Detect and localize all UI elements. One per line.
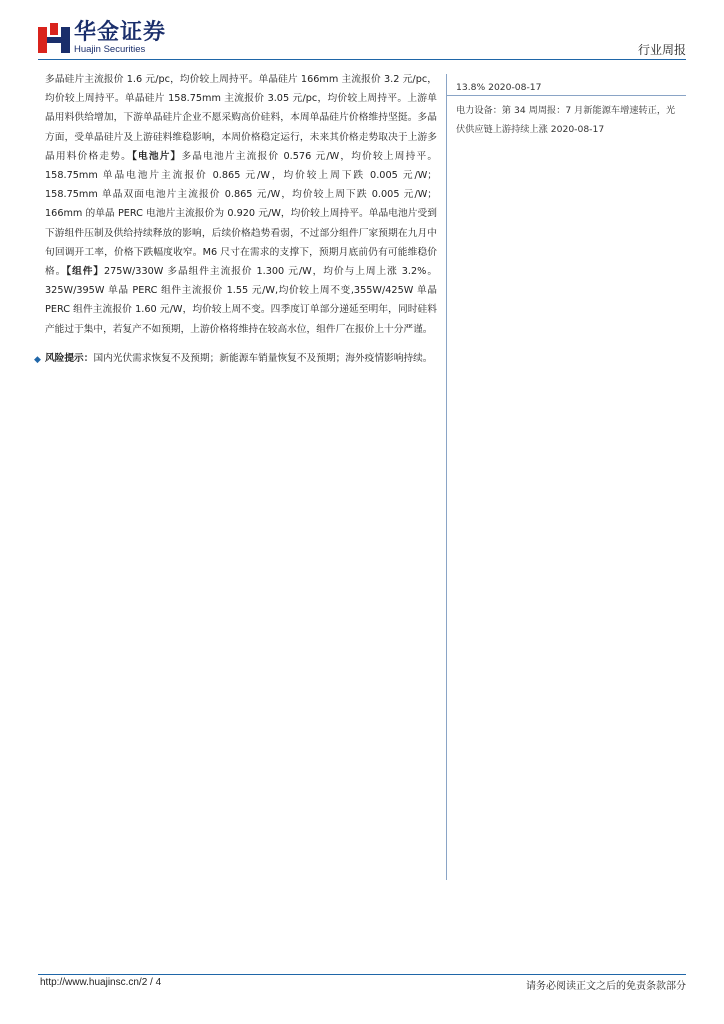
huajin-logo-icon bbox=[38, 23, 70, 55]
logo-english-name: Huajin Securities bbox=[74, 44, 146, 55]
footer-divider bbox=[38, 974, 686, 975]
sidebar-item-1 bbox=[456, 78, 684, 97]
related-report-1: 13.8% 2020-08-17 bbox=[456, 82, 542, 93]
report-type-label: 行业周报 bbox=[637, 43, 686, 57]
diamond-bullet-icon: ◆ bbox=[34, 354, 41, 365]
module-section-tag: 【组件】 bbox=[66, 266, 104, 278]
cell-price-text: 多晶电池片主流报价 0.576 元/W，均价较上周持平。158.75mm 单晶电池片主流报价 0.865 元/W，均价较上周下跌 0.005 元/W；158.75mm 单晶双面电池片主流报价 0.865 元/W，均价较上周下跌 0.005 元/W；166mm 的单晶 PERC 电池片主流报价为 0.920 元/W，均价较上周持平。单晶电池片受到下游组件压制及供给持续释放的影响，后续价格趋势看弱，不过部分组件厂家预期在九月中旬回调开工率，价格下跌幅度收窄。M6 尺寸在需求的支撑下，预期月底前仍有可能维稳价格。 bbox=[45, 150, 438, 278]
sidebar-item-2 bbox=[456, 101, 684, 139]
logo-chinese-name: 华金证券 bbox=[74, 20, 167, 45]
risk-text: 国内光伏需求恢复不及预期；新能源车销量恢复不及预期；海外疫情影响持续。 bbox=[93, 352, 433, 364]
footer-disclaimer: 请务必阅读正文之后的免责条款部分 bbox=[526, 981, 686, 992]
column-divider-vertical bbox=[446, 74, 447, 880]
footer-url-page[interactable]: http://www.huajinsc.cn/2 / 4 bbox=[40, 977, 162, 988]
module-price-text: 275W/330W 多晶组件主流报价 1.300 元/W，均价与上周上涨 3.2%。325W/395W 单晶 PERC 组件主流报价 1.55 元/W,均价较上周不变,355W/425W 单晶 PERC 组件主流报价 1.60 元/W，均价较上周不变。四季度订单部分递延至明年，同时硅料产能过于集中，若复产不如预期，上游价格将维持在较高水位，组件厂在报价上十分严谨。 bbox=[45, 266, 438, 335]
company-logo bbox=[38, 22, 166, 56]
cell-section-tag: 【电池片】 bbox=[131, 150, 182, 162]
risk-warning bbox=[34, 349, 437, 368]
silicon-wafer-text: 多晶硅片主流报价 1.6 元/pc，均价较上周持平。单晶硅片 166mm 主流报价 3.2 元/pc，均价较上周持平。单晶硅片 158.75mm 主流报价 3.05 元/pc，均价较上周持平。上游单晶用料供给增加，下游单晶硅片企业不愿采购高价硅料，本周单晶硅片价格维持坚挺。多晶方面，受单晶硅片及上游硅料维稳影响，本周价格稳定运行，未来其价格走势取决于上游多晶用料价格走势。 bbox=[45, 74, 437, 162]
header-divider bbox=[38, 59, 686, 60]
market-price-paragraph bbox=[45, 70, 437, 339]
page-header bbox=[0, 0, 724, 60]
related-report-2: 电力设备：第 34 周周报：7 月新能源车增速转正，光伏供应链上游持续上涨 2020-08-17 bbox=[456, 105, 676, 135]
risk-label: 风险提示： bbox=[45, 352, 94, 364]
main-text-column bbox=[34, 70, 438, 368]
